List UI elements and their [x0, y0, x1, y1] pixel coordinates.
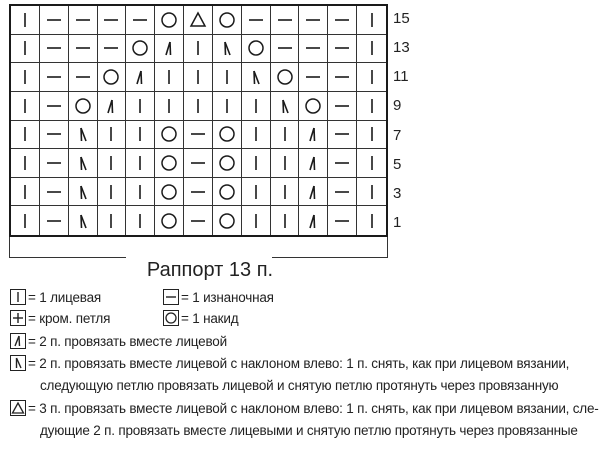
knit-icon — [362, 38, 382, 58]
chart-cell — [155, 6, 184, 35]
chart-cell — [357, 63, 386, 92]
chart-cell — [271, 6, 300, 35]
chart-cell — [242, 92, 271, 121]
purl-icon — [73, 38, 93, 58]
chart-cell — [69, 121, 98, 150]
purl-icon — [275, 38, 295, 58]
chart-cell — [357, 121, 386, 150]
yarn-over-icon — [159, 182, 179, 202]
k2tog-right-slant-icon — [303, 153, 323, 173]
yarn-over-icon — [159, 153, 179, 173]
yarn-over-icon — [303, 96, 323, 116]
chart-cell — [40, 92, 69, 121]
chart-cell — [126, 178, 155, 207]
knit-icon — [246, 182, 266, 202]
purl-icon — [44, 38, 64, 58]
chart-cell — [242, 206, 271, 235]
triangle-decrease-icon — [10, 400, 26, 416]
chart-cell — [271, 92, 300, 121]
ssk-left-slant-icon — [73, 153, 93, 173]
knit-icon — [159, 96, 179, 116]
chart-cell — [184, 6, 213, 35]
k2tog-right-slant-icon — [303, 211, 323, 231]
chart-cell — [126, 35, 155, 64]
chart-cell — [40, 35, 69, 64]
chart-cell — [213, 35, 242, 64]
chart-cell — [184, 63, 213, 92]
purl-icon — [163, 289, 179, 305]
chart-cell — [271, 178, 300, 207]
knit-icon — [275, 124, 295, 144]
chart-cell — [155, 35, 184, 64]
chart-cell — [328, 63, 357, 92]
purl-icon — [44, 182, 64, 202]
chart-cell — [299, 6, 328, 35]
chart-cell — [184, 206, 213, 235]
chart-cell — [40, 121, 69, 150]
purl-icon — [275, 10, 295, 30]
chart-cell — [11, 35, 40, 64]
knit-icon — [275, 211, 295, 231]
purl-icon — [188, 211, 208, 231]
chart-cell — [328, 121, 357, 150]
legend-sk2p-label: = 3 п. провязать вместе лицевой с наклоном влево: 1 п. снять, как при лицевом вязании, сле- — [28, 400, 599, 416]
row-numbers — [393, 4, 433, 237]
repeat-bracket-left — [9, 237, 126, 258]
yarn-over-icon — [246, 38, 266, 58]
purl-icon — [332, 211, 352, 231]
knit-icon — [188, 67, 208, 87]
knitting-chart-grid — [9, 4, 388, 237]
chart-cell — [11, 149, 40, 178]
chart-cell — [328, 35, 357, 64]
k2tog-right-slant-icon — [303, 182, 323, 202]
purl-icon — [101, 10, 121, 30]
purl-icon — [303, 67, 323, 87]
chart-cell — [69, 206, 98, 235]
chart-cell — [98, 63, 127, 92]
row-number: 15 — [393, 10, 410, 28]
chart-cell — [40, 63, 69, 92]
legend-knit — [10, 289, 101, 305]
chart-cell — [299, 121, 328, 150]
ssk-left-slant-icon — [10, 355, 26, 371]
chart-cell — [213, 178, 242, 207]
repeat-bracket-right — [272, 237, 388, 258]
knit-icon — [130, 153, 150, 173]
legend-k2tog — [10, 333, 227, 349]
knit-icon — [246, 96, 266, 116]
chart-cell — [328, 178, 357, 207]
yarn-over-icon — [163, 310, 179, 326]
knit-icon — [362, 124, 382, 144]
chart-cell — [98, 121, 127, 150]
chart-cell — [155, 149, 184, 178]
chart-cell — [11, 121, 40, 150]
purl-icon — [332, 182, 352, 202]
chart-cell — [11, 178, 40, 207]
knit-icon — [246, 211, 266, 231]
purl-icon — [130, 10, 150, 30]
legend-ssk — [10, 355, 569, 371]
purl-icon — [44, 211, 64, 231]
chart-cell — [69, 6, 98, 35]
purl-icon — [332, 153, 352, 173]
chart-cell — [299, 63, 328, 92]
chart-cell — [271, 121, 300, 150]
yarn-over-icon — [217, 153, 237, 173]
chart-cell — [69, 178, 98, 207]
purl-icon — [246, 10, 266, 30]
legend-ssk-continuation: следующую петлю провязать лицевой и снятую петлю протянуть через провязанную — [40, 378, 559, 393]
purl-icon — [303, 38, 323, 58]
row-number: 5 — [393, 155, 402, 173]
knit-icon — [246, 124, 266, 144]
knit-icon — [101, 182, 121, 202]
chart-cell — [155, 206, 184, 235]
row-number: 1 — [393, 213, 402, 231]
chart-cell — [328, 6, 357, 35]
chart-cell — [126, 206, 155, 235]
knit-icon — [101, 153, 121, 173]
purl-icon — [44, 10, 64, 30]
legend-ssk-label: = 2 п. провязать вместе лицевой с наклоном влево: 1 п. снять, как при лицевом вязании, — [28, 355, 570, 371]
ssk-left-slant-icon — [73, 182, 93, 202]
chart-cell — [155, 121, 184, 150]
chart-cell — [126, 92, 155, 121]
chart-cell — [213, 121, 242, 150]
purl-icon — [101, 38, 121, 58]
knit-icon — [15, 124, 35, 144]
purl-icon — [44, 96, 64, 116]
chart-cell — [357, 35, 386, 64]
chart-cell — [40, 178, 69, 207]
knit-icon — [10, 289, 26, 305]
chart-cell — [126, 63, 155, 92]
ssk-left-slant-icon — [217, 38, 237, 58]
knit-icon — [15, 153, 35, 173]
chart-cell — [357, 149, 386, 178]
chart-cell — [213, 206, 242, 235]
knit-icon — [15, 96, 35, 116]
legend-yo-label: = 1 накид — [181, 310, 239, 326]
purl-icon — [332, 10, 352, 30]
chart-cell — [242, 121, 271, 150]
knit-icon — [246, 153, 266, 173]
knit-icon — [362, 67, 382, 87]
knit-icon — [15, 38, 35, 58]
row-number: 3 — [393, 184, 402, 202]
chart-cell — [11, 206, 40, 235]
chart-cell — [357, 6, 386, 35]
knit-icon — [15, 211, 35, 231]
yarn-over-icon — [101, 67, 121, 87]
chart-cell — [271, 149, 300, 178]
row-number: 13 — [393, 39, 410, 57]
k2tog-right-slant-icon — [10, 333, 26, 349]
purl-icon — [332, 67, 352, 87]
purl-icon — [73, 67, 93, 87]
legend-k2tog-label: = 2 п. провязать вместе лицевой — [28, 333, 227, 349]
yarn-over-icon — [275, 67, 295, 87]
chart-cell — [328, 149, 357, 178]
chart-cell — [184, 121, 213, 150]
legend-purl — [163, 289, 274, 305]
yarn-over-icon — [217, 124, 237, 144]
purl-icon — [332, 124, 352, 144]
knit-icon — [159, 67, 179, 87]
chart-cell — [40, 206, 69, 235]
knit-icon — [130, 211, 150, 231]
chart-cell — [126, 149, 155, 178]
chart-cell — [98, 92, 127, 121]
k2tog-right-slant-icon — [101, 96, 121, 116]
ssk-left-slant-icon — [73, 124, 93, 144]
purl-icon — [303, 10, 323, 30]
chart-cell — [155, 92, 184, 121]
triangle-decrease-icon — [188, 10, 208, 30]
knit-icon — [101, 211, 121, 231]
yarn-over-icon — [159, 211, 179, 231]
repeat-title: Раппорт 13 п. — [146, 259, 274, 281]
knit-icon — [362, 211, 382, 231]
row-number: 7 — [393, 126, 402, 144]
legend-knit-label: = 1 лицевая — [28, 289, 102, 305]
legend-yo — [163, 310, 238, 326]
chart-cell — [242, 149, 271, 178]
knit-icon — [130, 182, 150, 202]
knit-icon — [130, 96, 150, 116]
chart-cell — [98, 6, 127, 35]
chart-cell — [184, 149, 213, 178]
chart-cell — [299, 35, 328, 64]
knit-icon — [217, 67, 237, 87]
chart-cell — [11, 63, 40, 92]
purl-icon — [44, 67, 64, 87]
purl-icon — [73, 10, 93, 30]
legend-edge — [10, 310, 110, 326]
chart-cell — [155, 178, 184, 207]
chart-cell — [271, 63, 300, 92]
k2tog-right-slant-icon — [130, 67, 150, 87]
purl-icon — [188, 182, 208, 202]
chart-cell — [98, 206, 127, 235]
chart-cell — [271, 206, 300, 235]
yarn-over-icon — [217, 182, 237, 202]
chart-cell — [299, 178, 328, 207]
purl-icon — [332, 38, 352, 58]
legend-sk2p — [10, 400, 599, 416]
ssk-left-slant-icon — [275, 96, 295, 116]
knit-icon — [188, 96, 208, 116]
knit-icon — [362, 153, 382, 173]
chart-cell — [184, 35, 213, 64]
chart-cell — [69, 92, 98, 121]
k2tog-right-slant-icon — [159, 38, 179, 58]
chart-cell — [11, 92, 40, 121]
chart-cell — [155, 63, 184, 92]
chart-cell — [213, 63, 242, 92]
chart-cell — [357, 206, 386, 235]
chart-cell — [69, 63, 98, 92]
yarn-over-icon — [130, 38, 150, 58]
yarn-over-icon — [217, 211, 237, 231]
chart-cell — [242, 178, 271, 207]
yarn-over-icon — [217, 10, 237, 30]
knit-icon — [15, 182, 35, 202]
knit-icon — [362, 96, 382, 116]
chart-cell — [357, 178, 386, 207]
purl-icon — [188, 124, 208, 144]
purl-icon — [188, 153, 208, 173]
knit-icon — [217, 96, 237, 116]
chart-cell — [69, 149, 98, 178]
chart-cell — [242, 63, 271, 92]
chart-cell — [357, 92, 386, 121]
chart-cell — [40, 149, 69, 178]
row-number: 9 — [393, 97, 402, 115]
chart-cell — [98, 149, 127, 178]
k2tog-right-slant-icon — [303, 124, 323, 144]
chart-cell — [126, 121, 155, 150]
yarn-over-icon — [159, 124, 179, 144]
knit-icon — [275, 153, 295, 173]
chart-cell — [98, 35, 127, 64]
knit-icon — [188, 38, 208, 58]
chart-cell — [184, 178, 213, 207]
chart-cell — [328, 206, 357, 235]
edge-stitch-plus-icon — [10, 310, 26, 326]
yarn-over-icon — [159, 10, 179, 30]
chart-cell — [213, 149, 242, 178]
knit-icon — [15, 10, 35, 30]
legend-edge-label: = кром. петля — [28, 310, 111, 326]
ssk-left-slant-icon — [73, 211, 93, 231]
chart-cell — [299, 206, 328, 235]
chart-cell — [271, 35, 300, 64]
purl-icon — [44, 124, 64, 144]
legend-purl-label: = 1 изнаночная — [181, 289, 274, 305]
chart-cell — [184, 92, 213, 121]
chart-cell — [242, 6, 271, 35]
chart-cell — [299, 149, 328, 178]
yarn-over-icon — [73, 96, 93, 116]
row-number: 11 — [393, 68, 409, 86]
chart-cell — [126, 6, 155, 35]
knit-icon — [275, 182, 295, 202]
chart-cell — [328, 92, 357, 121]
knit-icon — [362, 10, 382, 30]
knit-icon — [101, 124, 121, 144]
knit-icon — [15, 67, 35, 87]
chart-cell — [213, 6, 242, 35]
chart-cell — [40, 6, 69, 35]
knit-icon — [130, 124, 150, 144]
knit-icon — [362, 182, 382, 202]
chart-cell — [299, 92, 328, 121]
purl-icon — [44, 153, 64, 173]
chart-cell — [98, 178, 127, 207]
purl-icon — [332, 96, 352, 116]
chart-cell — [11, 6, 40, 35]
ssk-left-slant-icon — [246, 67, 266, 87]
chart-cell — [213, 92, 242, 121]
chart-cell — [69, 35, 98, 64]
legend-sk2p-continuation: дующие 2 п. провязать вместе лицевыми и снятую петлю протянуть через провязанные — [40, 423, 578, 438]
chart-cell — [242, 35, 271, 64]
